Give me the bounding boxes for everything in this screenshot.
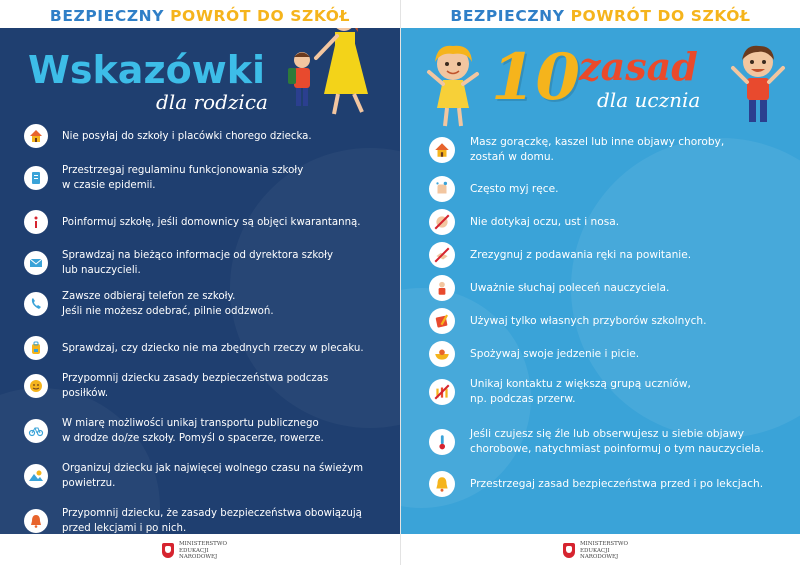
poster-header	[0, 0, 400, 28]
rule-text: Unikaj kontaktu z większą grupą uczniów, np. podczas przerw.	[470, 378, 691, 405]
rule-item	[401, 466, 800, 502]
guideline-text: Przestrzegaj regulaminu funkcjonowania szkoły w czasie epidemii.	[62, 165, 304, 191]
header-part1: BEZPIECZNY	[49, 7, 165, 25]
guideline-text: Sprawdzaj, czy dziecko nie ma zbędnych rzeczy w plecaku.	[62, 342, 364, 354]
bicycle-icon	[24, 419, 48, 443]
rule-text: Nie dotykaj oczu, ust i nosa.	[470, 215, 620, 228]
no-handshake-icon	[429, 242, 455, 268]
house-icon	[429, 137, 455, 163]
envelope-icon	[24, 251, 48, 275]
thermometer-icon	[429, 429, 455, 455]
ministry-name: MINISTERSTWO EDUKACJI NARODOWEJ	[179, 541, 227, 560]
eagle-emblem-icon	[563, 543, 575, 558]
parent-panel	[0, 28, 400, 534]
rule-text: Masz gorączkę, kaszel lub inne objawy choroby, zostań w domu.	[470, 136, 725, 163]
ministry-footer	[0, 534, 400, 565]
rule-text: Uważnie słuchaj poleceń nauczyciela.	[470, 281, 670, 294]
rule-text: Spożywaj swoje jedzenie i picie.	[470, 347, 640, 360]
rules-icon	[24, 509, 48, 533]
poster-header	[401, 0, 800, 28]
guideline-item	[0, 245, 400, 281]
boy-illustration	[729, 42, 787, 128]
hand-wash-icon	[429, 176, 455, 202]
phone-icon	[24, 292, 48, 316]
guideline-text: Nie posyłaj do szkoły i placówki chorego dziecka.	[62, 130, 312, 142]
guideline-item	[0, 503, 400, 534]
backpack-icon	[24, 336, 48, 360]
guideline-text: Przypomnij dziecku, że zasady bezpieczeństwa obowiązują przed lekcjami i po nich.	[62, 508, 362, 534]
parent-child-illustration	[272, 28, 382, 120]
guideline-text: Zawsze odbieraj telefon ze szkoły. Jeśli nie możesz odebrać, pilnie oddzwoń.	[62, 291, 274, 317]
header-part2: POWRÓT DO SZKÓŁ	[570, 7, 751, 25]
landscape-icon	[24, 464, 48, 488]
rule-text: Często myj ręce.	[470, 182, 559, 195]
rule-item	[401, 273, 800, 303]
bell-icon	[429, 471, 455, 497]
no-touch-face-icon	[429, 209, 455, 235]
guideline-text: W miarę możliwości unikaj transportu publicznego w drodze do/ze szkoły. Pomyśl o spacerze, rowerze.	[62, 418, 324, 444]
rule-item	[401, 424, 800, 460]
title-word: zasad	[579, 44, 698, 89]
rule-text: Jeśli czujesz się źle lub obserwujesz u siebie objawy chorobowe, natychmiast poinformuj o tym nauczyciela.	[470, 428, 764, 455]
teacher-icon	[429, 275, 455, 301]
house-icon	[24, 124, 48, 148]
guideline-item	[0, 413, 400, 449]
girl-illustration	[423, 42, 485, 128]
poster-subtitle: dla ucznia	[597, 88, 701, 112]
guideline-item	[0, 332, 400, 364]
poster-subtitle: dla rodzica	[156, 90, 268, 114]
rule-item	[401, 339, 800, 369]
guideline-text: Organizuj dziecku jak najwięcej wolnego czasu na świeżym powietrzu.	[62, 463, 364, 489]
guideline-text: Przypomnij dziecku zasady bezpieczeństwa podczas posiłków.	[62, 373, 329, 399]
student-panel	[401, 28, 800, 534]
rule-text: Przestrzegaj zasad bezpieczeństwa przed i po lekcjach.	[470, 477, 764, 490]
eagle-emblem-icon	[162, 543, 174, 558]
rule-item	[401, 374, 800, 410]
rule-item	[401, 174, 800, 204]
student-rules-poster	[400, 0, 800, 565]
rule-text: Używaj tylko własnych przyborów szkolnych.	[470, 314, 707, 327]
food-icon	[429, 341, 455, 367]
guideline-item	[0, 120, 400, 152]
ministry-footer	[401, 534, 800, 565]
guideline-item	[0, 368, 400, 404]
info-icon	[24, 210, 48, 234]
guideline-item	[0, 206, 400, 238]
guideline-item	[0, 160, 400, 196]
face-icon	[24, 374, 48, 398]
rule-item	[401, 132, 800, 168]
rule-text: Zrezygnuj z podawania ręki na powitanie.	[470, 248, 692, 261]
document-icon	[24, 166, 48, 190]
title-number: 10	[491, 40, 581, 115]
guideline-text: Sprawdzaj na bieżąco informacje od dyrektora szkoły lub nauczycieli.	[62, 250, 334, 276]
guideline-item	[0, 286, 400, 322]
ministry-name: MINISTERSTWO EDUKACJI NARODOWEJ	[580, 541, 628, 560]
no-crowd-icon	[429, 379, 455, 405]
rule-item	[401, 306, 800, 336]
guideline-text: Poinformuj szkołę, jeśli domownicy są objęci kwarantanną.	[62, 216, 361, 228]
school-supplies-icon	[429, 308, 455, 334]
guideline-item	[0, 458, 400, 494]
rule-item	[401, 240, 800, 270]
header-part2: POWRÓT DO SZKÓŁ	[170, 7, 351, 25]
poster-title: Wskazówki	[28, 48, 266, 92]
rule-item	[401, 207, 800, 237]
header-part1: BEZPIECZNY	[450, 7, 565, 25]
